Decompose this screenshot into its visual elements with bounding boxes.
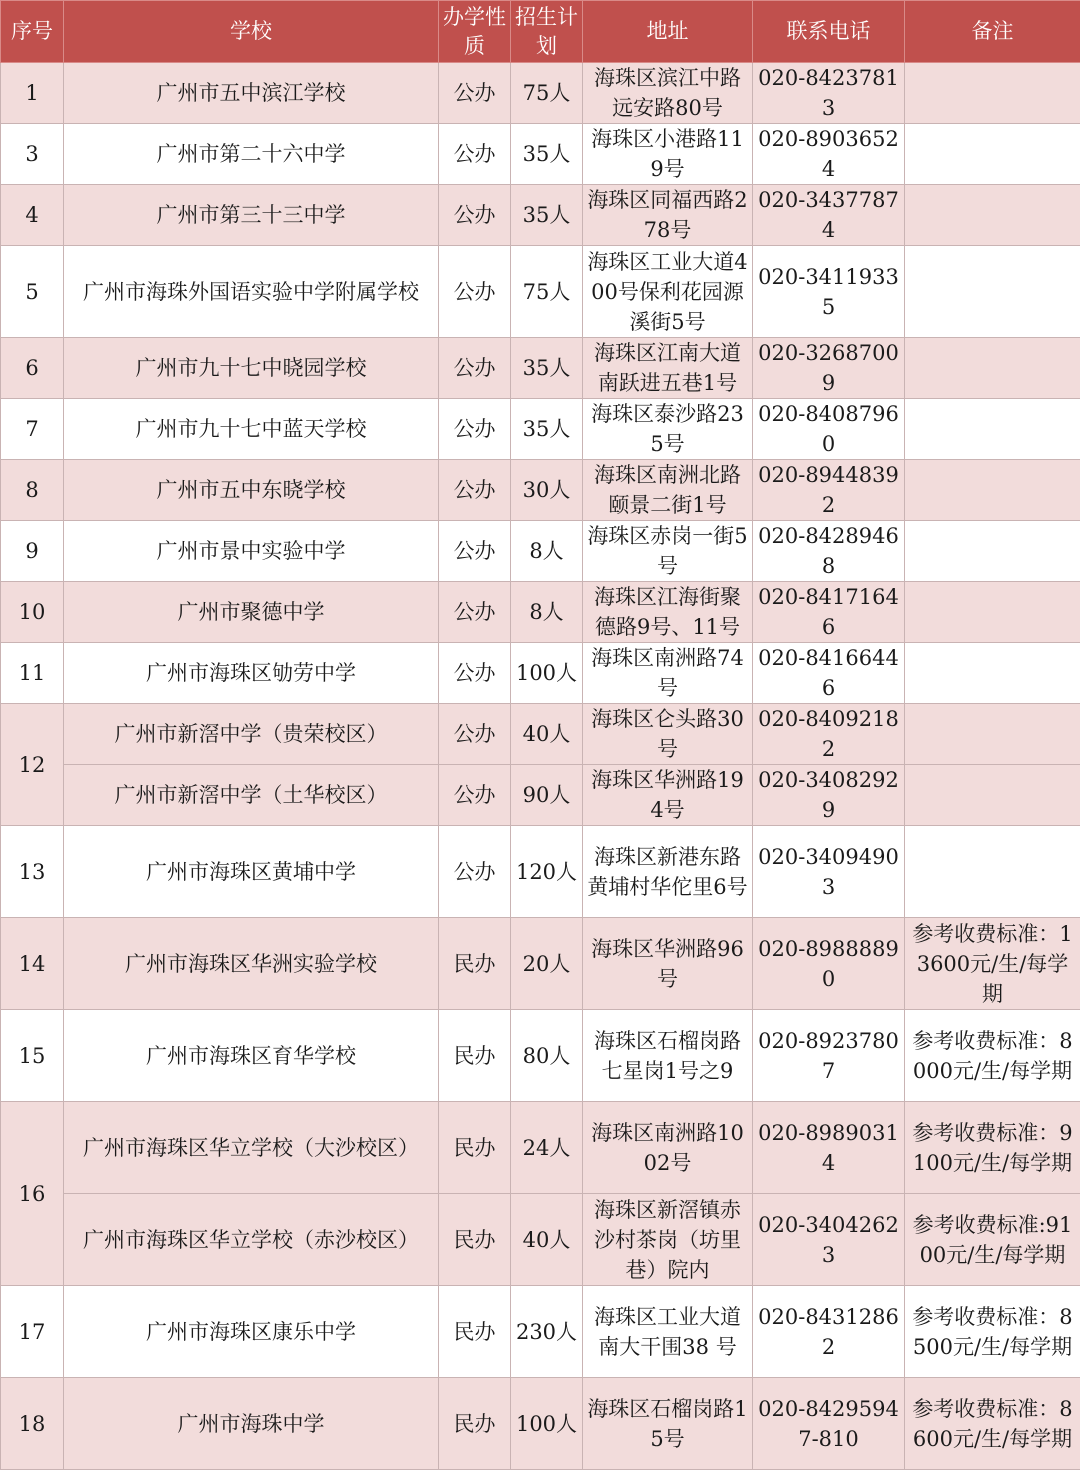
- row-school: 广州市海珠区育华学校: [64, 1010, 439, 1102]
- row-school: 广州市海珠区黄埔中学: [64, 826, 439, 918]
- row-index: 10: [1, 582, 64, 643]
- row-index: 3: [1, 124, 64, 185]
- table-row: [1, 704, 1080, 765]
- row-plan: 24人: [511, 1102, 583, 1194]
- row-plan: 75人: [511, 63, 583, 124]
- row-type: 民办: [439, 1286, 511, 1378]
- row-phone: 020-89448392: [753, 460, 905, 521]
- table-row: [1, 918, 1080, 1010]
- table-row: [1, 63, 1080, 124]
- row-note: [905, 460, 1080, 521]
- header-type: 办学性质: [439, 1, 511, 63]
- table-row: [1, 460, 1080, 521]
- row-note: 参考收费标准：9100元/生/每学期: [905, 1102, 1080, 1194]
- row-type: 公办: [439, 185, 511, 246]
- row-plan: 8人: [511, 521, 583, 582]
- table-row: [1, 338, 1080, 399]
- row-index: 7: [1, 399, 64, 460]
- row-note: 参考收费标准：13600元/生/每学期: [905, 918, 1080, 1010]
- row-note: [905, 338, 1080, 399]
- table-row: [1, 185, 1080, 246]
- row-phone: 020-84087960: [753, 399, 905, 460]
- row-plan: 20人: [511, 918, 583, 1010]
- row-address: 海珠区华洲路96号: [583, 918, 753, 1010]
- row-phone: 020-32687009: [753, 338, 905, 399]
- row-note: [905, 643, 1080, 704]
- row-note: [905, 63, 1080, 124]
- row-school: 广州市新滘中学（土华校区）: [64, 765, 439, 826]
- row-note: [905, 246, 1080, 338]
- table-row: [1, 1010, 1080, 1102]
- row-school: 广州市海珠区华立学校（大沙校区）: [64, 1102, 439, 1194]
- row-type: 公办: [439, 643, 511, 704]
- row-plan: 75人: [511, 246, 583, 338]
- row-phone: 020-34042623: [753, 1194, 905, 1286]
- row-index: 1: [1, 63, 64, 124]
- row-school: 广州市海珠中学: [64, 1378, 439, 1470]
- row-school: 广州市海珠区华立学校（赤沙校区）: [64, 1194, 439, 1286]
- row-index: 15: [1, 1010, 64, 1102]
- row-index: 13: [1, 826, 64, 918]
- row-type: 公办: [439, 704, 511, 765]
- row-type: 公办: [439, 521, 511, 582]
- row-type: 民办: [439, 1010, 511, 1102]
- row-address: 海珠区滨江中路远安路80号: [583, 63, 753, 124]
- row-note: 参考收费标准：8600元/生/每学期: [905, 1378, 1080, 1470]
- row-school: 广州市第三十三中学: [64, 185, 439, 246]
- header-address: 地址: [583, 1, 753, 63]
- row-address: 海珠区赤岗一街5号: [583, 521, 753, 582]
- row-plan: 230人: [511, 1286, 583, 1378]
- row-type: 公办: [439, 63, 511, 124]
- row-school: 广州市海珠区劬劳中学: [64, 643, 439, 704]
- row-note: [905, 704, 1080, 765]
- row-index: 11: [1, 643, 64, 704]
- row-type: 民办: [439, 1194, 511, 1286]
- table-row: [1, 1286, 1080, 1378]
- row-address: 海珠区仑头路30号: [583, 704, 753, 765]
- row-index: 9: [1, 521, 64, 582]
- row-address: 海珠区南洲路1002号: [583, 1102, 753, 1194]
- header-phone: 联系电话: [753, 1, 905, 63]
- row-note: 参考收费标准:9100元/生/每学期: [905, 1194, 1080, 1286]
- row-address: 海珠区南洲路74号: [583, 643, 753, 704]
- row-phone: 020-84237813: [753, 63, 905, 124]
- row-note: 参考收费标准：8500元/生/每学期: [905, 1286, 1080, 1378]
- row-plan: 35人: [511, 399, 583, 460]
- row-type: 民办: [439, 1102, 511, 1194]
- row-type: 公办: [439, 124, 511, 185]
- header-school: 学校: [64, 1, 439, 63]
- row-type: 民办: [439, 918, 511, 1010]
- row-note: [905, 826, 1080, 918]
- row-plan: 35人: [511, 124, 583, 185]
- header-index: 序号: [1, 1, 64, 63]
- row-index: 17: [1, 1286, 64, 1378]
- row-address: 海珠区工业大道400号保利花园源溪街5号: [583, 246, 753, 338]
- row-plan: 40人: [511, 1194, 583, 1286]
- header-note: 备注: [905, 1, 1080, 63]
- row-plan: 40人: [511, 704, 583, 765]
- row-phone: 020-84295947-810: [753, 1378, 905, 1470]
- row-index: 6: [1, 338, 64, 399]
- row-plan: 8人: [511, 582, 583, 643]
- row-school: 广州市五中东晓学校: [64, 460, 439, 521]
- row-type: 公办: [439, 765, 511, 826]
- row-plan: 35人: [511, 338, 583, 399]
- row-type: 公办: [439, 338, 511, 399]
- row-note: [905, 399, 1080, 460]
- row-plan: 35人: [511, 185, 583, 246]
- row-phone: 020-84092182: [753, 704, 905, 765]
- row-plan: 80人: [511, 1010, 583, 1102]
- row-phone: 020-34119335: [753, 246, 905, 338]
- row-plan: 120人: [511, 826, 583, 918]
- row-type: 公办: [439, 826, 511, 918]
- table-row: [1, 643, 1080, 704]
- row-plan: 30人: [511, 460, 583, 521]
- row-type: 公办: [439, 246, 511, 338]
- row-index: 4: [1, 185, 64, 246]
- row-school: 广州市海珠区康乐中学: [64, 1286, 439, 1378]
- row-address: 海珠区新滘镇赤沙村茶岗（坊里巷）院内: [583, 1194, 753, 1286]
- row-type: 公办: [439, 399, 511, 460]
- row-phone: 020-84312862: [753, 1286, 905, 1378]
- row-school: 广州市新滘中学（贵荣校区）: [64, 704, 439, 765]
- row-type: 民办: [439, 1378, 511, 1470]
- row-address: 海珠区南洲北路颐景二街1号: [583, 460, 753, 521]
- row-address: 海珠区新港东路黄埔村华佗里6号: [583, 826, 753, 918]
- table-row: [1, 521, 1080, 582]
- row-school: 广州市五中滨江学校: [64, 63, 439, 124]
- table-row: [1, 1194, 1080, 1286]
- table-row: [1, 765, 1080, 826]
- row-phone: 020-84166446: [753, 643, 905, 704]
- row-school: 广州市海珠外国语实验中学附属学校: [64, 246, 439, 338]
- table-row: [1, 246, 1080, 338]
- row-index: 12: [1, 704, 64, 826]
- row-address: 海珠区江南大道南跃进五巷1号: [583, 338, 753, 399]
- table-row: [1, 124, 1080, 185]
- row-phone: 020-34377874: [753, 185, 905, 246]
- row-phone: 020-89890314: [753, 1102, 905, 1194]
- row-phone: 020-89036524: [753, 124, 905, 185]
- row-school: 广州市九十七中晓园学校: [64, 338, 439, 399]
- row-address: 海珠区石榴岗路15号: [583, 1378, 753, 1470]
- row-phone: 020-34094903: [753, 826, 905, 918]
- row-phone: 020-84289468: [753, 521, 905, 582]
- row-index: 14: [1, 918, 64, 1010]
- table-row: [1, 826, 1080, 918]
- table-row: [1, 1378, 1080, 1470]
- row-note: 参考收费标准：8000元/生/每学期: [905, 1010, 1080, 1102]
- row-note: [905, 124, 1080, 185]
- row-school: 广州市九十七中蓝天学校: [64, 399, 439, 460]
- table-row: [1, 582, 1080, 643]
- row-note: [905, 185, 1080, 246]
- table-row: [1, 399, 1080, 460]
- row-phone: 020-89888890: [753, 918, 905, 1010]
- row-note: [905, 582, 1080, 643]
- row-school: 广州市景中实验中学: [64, 521, 439, 582]
- row-address: 海珠区工业大道南大干围38 号: [583, 1286, 753, 1378]
- row-type: 公办: [439, 582, 511, 643]
- row-address: 海珠区小港路119号: [583, 124, 753, 185]
- row-index: 5: [1, 246, 64, 338]
- row-plan: 100人: [511, 643, 583, 704]
- row-address: 海珠区华洲路194号: [583, 765, 753, 826]
- row-index: 8: [1, 460, 64, 521]
- table-header-row: [1, 1, 1080, 63]
- row-note: [905, 521, 1080, 582]
- row-phone: 020-34082929: [753, 765, 905, 826]
- row-address: 海珠区石榴岗路七星岗1号之9: [583, 1010, 753, 1102]
- row-school: 广州市第二十六中学: [64, 124, 439, 185]
- row-index: 18: [1, 1378, 64, 1470]
- row-index: 16: [1, 1102, 64, 1286]
- row-plan: 100人: [511, 1378, 583, 1470]
- row-phone: 020-89237807: [753, 1010, 905, 1102]
- row-address: 海珠区同福西路278号: [583, 185, 753, 246]
- row-address: 海珠区江海街聚德路9号、11号: [583, 582, 753, 643]
- header-plan: 招生计划: [511, 1, 583, 63]
- row-school: 广州市聚德中学: [64, 582, 439, 643]
- table-row: [1, 1102, 1080, 1194]
- row-phone: 020-84171646: [753, 582, 905, 643]
- row-address: 海珠区泰沙路235号: [583, 399, 753, 460]
- row-plan: 90人: [511, 765, 583, 826]
- row-type: 公办: [439, 460, 511, 521]
- row-school: 广州市海珠区华洲实验学校: [64, 918, 439, 1010]
- row-note: [905, 765, 1080, 826]
